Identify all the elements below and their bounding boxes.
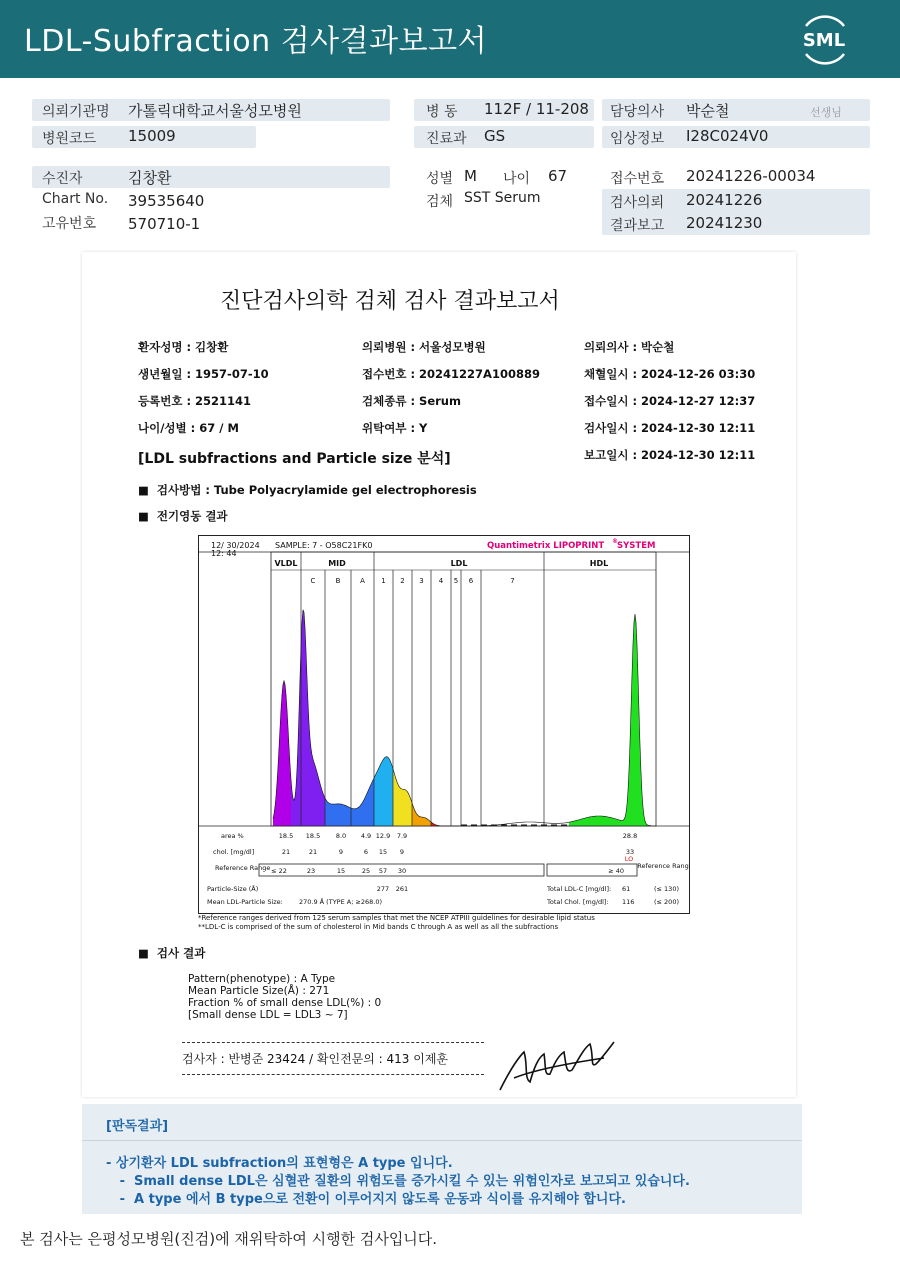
method-line: ■ 검사방법 : Tube Polyacrylamide gel electrophoresis xyxy=(138,483,477,497)
clinical-label: 임상정보 xyxy=(610,131,665,147)
request-value: 20241226 xyxy=(686,191,763,209)
chart-sample: SAMPLE: 7 - O58C21FK0 xyxy=(275,541,373,550)
band-label-3: 3 xyxy=(419,577,424,585)
report-field: 위탁여부 : Y xyxy=(362,421,428,435)
institution-label: 의뢰기관명 xyxy=(42,104,110,120)
ref-value: 25 xyxy=(361,867,371,875)
ref-value: ≤ 22 xyxy=(271,867,287,875)
area-value: 12.9 xyxy=(375,832,391,840)
area-value: 4.9 xyxy=(360,832,372,840)
logo-text: SML xyxy=(802,30,846,51)
report-field: 의뢰병원 : 서울성모병원 xyxy=(362,340,486,354)
total-chol-label: Total Chol. [mg/dl]: xyxy=(547,898,609,906)
uid-label: 고유번호 xyxy=(42,216,97,232)
result-date-value: 20241230 xyxy=(686,214,763,232)
report-field: 접수번호 : 20241227A100889 xyxy=(362,367,540,381)
footnote-1: *Reference ranges derived from 125 serum samples that met the NCEP ATPIII guidelines for desirable lipid status xyxy=(198,914,595,922)
page-title: LDL-Subfraction 검사결과보고서 xyxy=(24,24,488,59)
ref-value: 57 xyxy=(378,867,388,875)
result-line: Pattern(phenotype) : A Type xyxy=(188,973,336,985)
age-label: 나이 xyxy=(503,171,531,187)
chart-no-label: Chart No. xyxy=(42,191,109,207)
chart-dividers xyxy=(301,552,544,826)
electro-title: ■ 전기영동 결과 xyxy=(138,509,228,523)
region-label-ldl: LDL xyxy=(450,559,468,568)
band-label-6: 6 xyxy=(468,577,474,585)
report-field: 환자성명 : 김창환 xyxy=(138,340,229,354)
area-value: 18.5 xyxy=(278,832,294,840)
request-label: 검사의뢰 xyxy=(610,195,665,211)
peak-area-6 xyxy=(431,822,461,826)
band-label-5: 5 xyxy=(453,577,459,585)
peak-area-4 xyxy=(393,769,412,826)
band-label-4: 4 xyxy=(438,577,444,585)
doctor-suffix: 선생님 xyxy=(810,106,842,119)
peak-area-0 xyxy=(273,681,291,826)
footnote-2: **LDL-C is comprised of the sum of cholesterol in Mid bands C through A as well as all the subfractions xyxy=(198,923,559,931)
row-label-ref: Reference Range xyxy=(215,864,271,872)
peak-area-3 xyxy=(374,757,393,826)
interpretation-divider xyxy=(82,1140,802,1141)
peak-area-5 xyxy=(412,803,431,826)
dept-value: GS xyxy=(484,127,506,145)
area-value: 18.5 xyxy=(305,832,321,840)
report-field: 생년월일 : 1957-07-10 xyxy=(138,367,269,381)
report-field: 보고일시 : 2024-12-30 12:11 xyxy=(584,448,756,462)
report-field: 채혈일시 : 2024-12-26 03:30 xyxy=(584,367,756,381)
area-value: 8.0 xyxy=(335,832,347,840)
peak-outline xyxy=(273,610,651,826)
signer-line: 검사자 : 반병준 23424 / 확인전문의 : 413 이제훈 xyxy=(182,1052,449,1066)
doctor-value: 박순철 xyxy=(686,102,730,120)
row-label-area: area % xyxy=(221,832,244,840)
region-label-vldl: VLDL xyxy=(274,559,298,568)
peak-area-2 xyxy=(325,778,374,826)
total-ldl-ref: (≤ 130) xyxy=(654,885,679,893)
chol-flag: LO xyxy=(624,855,634,863)
receipt-label: 접수번호 xyxy=(610,171,665,187)
peak-area-1 xyxy=(291,610,325,826)
total-ldl-value: 61 xyxy=(622,885,631,893)
hospital-code-value: 15009 xyxy=(128,127,176,145)
chol-value: 21 xyxy=(281,848,291,856)
sex-label: 성별 xyxy=(426,171,454,187)
result-line: Fraction % of small dense LDL(%) : 0 xyxy=(188,997,382,1009)
dept-label: 진료과 xyxy=(426,131,467,147)
region-label-mid: MID xyxy=(328,559,346,568)
chart-brand-mark: ® xyxy=(612,538,618,545)
specimen-value: SST Serum xyxy=(464,190,541,206)
report-field: 검사일시 : 2024-12-30 12:11 xyxy=(584,421,756,435)
ref-label-right: Reference Range xyxy=(637,862,689,870)
patient-label: 수진자 xyxy=(42,171,83,187)
mean-size-value: 270.9 Å (TYPE A; ≥268.0) xyxy=(299,898,383,906)
band-label-b: B xyxy=(335,577,341,585)
band-label-a: A xyxy=(360,577,365,585)
hdl-ref: ≥ 40 xyxy=(608,867,624,875)
ref-value: 30 xyxy=(397,867,407,875)
total-chol-value: 116 xyxy=(622,898,635,906)
report-field: 접수일시 : 2024-12-27 12:37 xyxy=(584,394,756,408)
patient-row xyxy=(32,166,390,188)
chart-peaks xyxy=(273,610,651,826)
chart-time: 12: 44 xyxy=(211,549,237,558)
result-title: ■ 검사 결과 xyxy=(138,946,206,960)
ward-label: 병 동 xyxy=(426,104,458,120)
signer-divider-bottom xyxy=(182,1074,484,1075)
uid-value: 570710-1 xyxy=(128,215,201,233)
row-label-size: Particle-Size (Å) xyxy=(207,885,259,893)
chart-bands xyxy=(311,577,515,585)
row-label-chol: chol. [mg/dl] xyxy=(213,848,255,856)
interpretation-heading: [판독결과] xyxy=(106,1119,169,1134)
age-value: 67 xyxy=(548,167,568,185)
patient-value: 김창환 xyxy=(128,169,172,187)
row-label-mean: Mean LDL-Particle Size: xyxy=(207,898,283,906)
interpretation-line: - A type 에서 B type으로 전환이 이루어지지 않도록 운동과 식이를 유지해야 합니다. xyxy=(106,1192,626,1207)
chart-brand: Quantimetrix LIPOPRINT xyxy=(487,541,605,551)
chol-value: 15 xyxy=(378,848,388,856)
area-value: 7.9 xyxy=(396,832,408,840)
ref-value: 23 xyxy=(306,867,316,875)
sex-value: M xyxy=(464,167,477,185)
ref-value: 15 xyxy=(336,867,346,875)
chart-regions xyxy=(271,559,656,570)
chart-svg xyxy=(199,536,689,913)
particle-size-value: 277 xyxy=(376,885,390,893)
specimen-label: 검체 xyxy=(426,194,454,210)
sml-logo xyxy=(796,12,852,66)
total-ldl-label: Total LDL-C [mg/dl]: xyxy=(547,885,612,893)
peak-area-7 xyxy=(569,614,651,826)
institution-value: 가톨릭대학교서울성모병원 xyxy=(128,102,302,120)
receipt-value: 20241226-00034 xyxy=(686,167,816,185)
chart-brand-suffix: SYSTEM xyxy=(617,541,656,551)
area-value: 28.8 xyxy=(622,832,638,840)
interpretation-line: - Small dense LDL은 심혈관 질환의 위험도를 증가시킬 수 있는 위험인자로 보고되고 있습니다. xyxy=(106,1174,690,1189)
hospital-code-label: 병원코드 xyxy=(42,131,97,147)
chart-date: 12/ 30/2024 xyxy=(211,541,260,550)
chol-value: 6 xyxy=(363,848,369,856)
band-label-2: 2 xyxy=(400,577,405,585)
clinical-value: I28C024V0 xyxy=(686,127,769,145)
report-field: 의뢰의사 : 박순철 xyxy=(584,340,675,354)
chol-value: 33 xyxy=(625,848,635,856)
result-date-label: 결과보고 xyxy=(610,218,665,234)
band-label-1: 1 xyxy=(381,577,386,585)
report-field: 검체종류 : Serum xyxy=(362,394,461,408)
chol-value: 21 xyxy=(308,848,318,856)
result-line: Mean Particle Size(Å) : 271 xyxy=(188,985,330,997)
particle-size-value: 261 xyxy=(395,885,409,893)
report-field: 나이/성별 : 67 / M xyxy=(138,421,239,435)
chart-no-value: 39535640 xyxy=(128,192,205,210)
electrophoresis-chart xyxy=(198,535,690,914)
signature xyxy=(494,1034,618,1096)
signer-divider-top xyxy=(182,1042,484,1043)
report-title: 진단검사의학 검체 검사 결과보고서 xyxy=(220,289,560,314)
chol-value: 9 xyxy=(338,848,344,856)
result-line: [Small dense LDL = LDL3 ~ 7] xyxy=(188,1009,348,1021)
section-title: [LDL subfractions and Particle size 분석] xyxy=(138,451,451,467)
total-chol-ref: (≤ 200) xyxy=(654,898,679,906)
doctor-label: 담당의사 xyxy=(610,104,665,120)
ward-value: 112F / 11-208 xyxy=(484,100,589,118)
chart-rows xyxy=(271,832,637,893)
chol-value: 9 xyxy=(399,848,405,856)
band-label-c: C xyxy=(310,577,316,585)
interpretation-line: - 상기환자 LDL subfraction의 표현형은 A type 입니다. xyxy=(106,1156,453,1171)
report-field: 등록번호 : 2521141 xyxy=(138,394,252,408)
region-label-hdl: HDL xyxy=(589,559,609,568)
band-label-7: 7 xyxy=(510,577,515,585)
footer-note: 본 검사는 은평성모병원(진검)에 재위탁하여 시행한 검사입니다. xyxy=(20,1230,438,1248)
